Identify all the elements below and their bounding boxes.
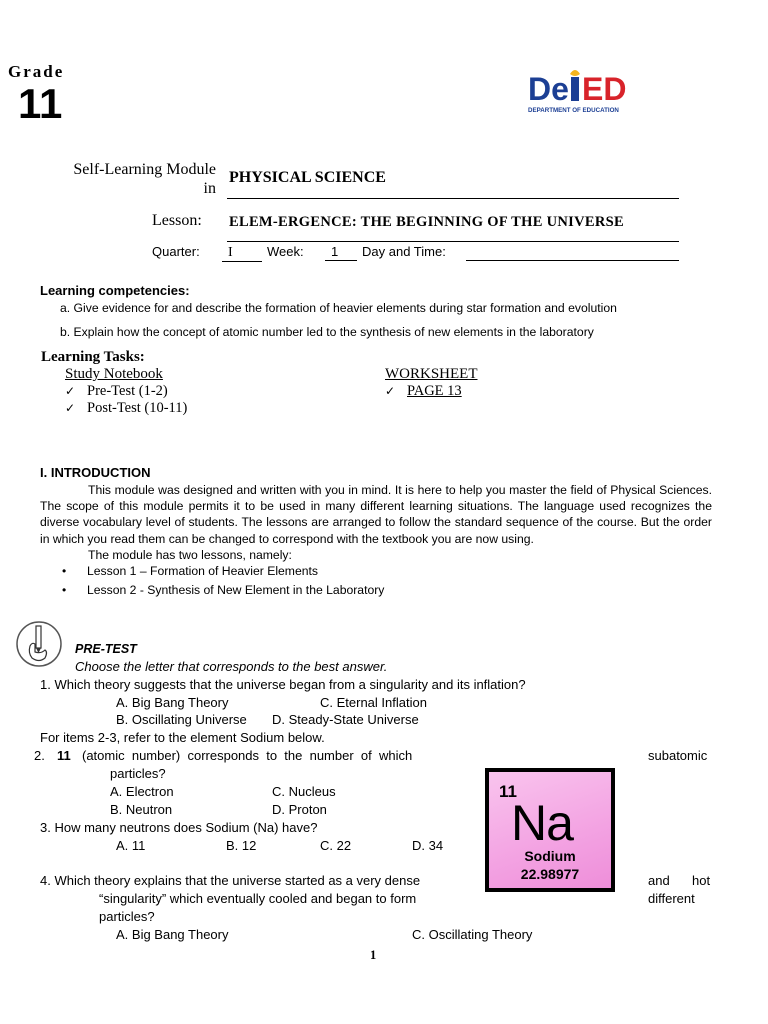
page-number: 1 <box>370 948 377 962</box>
logo-text-ed: ED <box>582 71 627 107</box>
pretest-heading: PRE-TEST <box>75 642 137 656</box>
pretest-instruction: Choose the letter that corresponds to the best answer. <box>75 659 388 674</box>
task-label: Pre-Test (1-2) <box>87 383 168 399</box>
week-field <box>325 244 357 261</box>
lesson-list-item <box>62 564 318 578</box>
subject-title: PHYSICAL SCIENCE <box>229 169 386 186</box>
competency-a: a. Give evidence for and describe the formation of heavier elements during star formation and evolution <box>60 301 617 315</box>
question-2-bold: 11 <box>57 748 71 763</box>
element-symbol: Na <box>511 795 573 851</box>
items-note: For items 2-3, refer to the element Sodium below. <box>40 730 325 745</box>
task-item <box>65 400 187 417</box>
quarter-label: Quarter: <box>152 244 200 259</box>
introduction-body <box>40 482 712 547</box>
lesson-underline <box>227 241 679 242</box>
daytime-blank <box>466 260 679 261</box>
checkmark-icon: ✓ <box>65 384 76 398</box>
q4-choice-c: C. Oscillating Theory <box>412 927 533 942</box>
element-name: Sodium <box>524 848 576 864</box>
question-4-line3: particles? <box>99 909 155 924</box>
grade-number: 11 <box>18 80 63 127</box>
slm-label-line1: Self-Learning Module <box>73 161 216 178</box>
slm-label <box>54 160 216 198</box>
bullet-icon: • <box>62 564 67 578</box>
checkmark-icon: ✓ <box>65 401 76 415</box>
lesson-list-item <box>62 583 384 597</box>
learning-tasks-heading: Learning Tasks: <box>41 349 145 365</box>
question-2-number: 2. <box>34 748 45 763</box>
q3-choice-d: D. 34 <box>412 838 444 853</box>
question-4-hot: hot <box>692 873 711 888</box>
task-item <box>385 383 462 400</box>
question-4-part1: 4. Which theory explains that the universe started as a very dense <box>40 873 421 888</box>
q1-choice-b: B. Oscillating Universe <box>116 712 247 727</box>
q3-choice-a: A. 11 <box>116 838 146 853</box>
question-2-line2: particles? <box>110 766 166 781</box>
q3-choice-c: C. 22 <box>320 838 352 853</box>
q3-choice-b: B. 12 <box>226 838 257 853</box>
q1-choice-c: C. Eternal Inflation <box>320 695 427 710</box>
competencies-heading: Learning competencies: <box>40 283 190 298</box>
week-value: 1 <box>325 244 357 261</box>
worksheet-heading: WORKSHEET <box>385 366 478 382</box>
atomic-number: 11 <box>499 782 517 801</box>
quarter-value: I <box>222 245 262 262</box>
logo-subtext: DEPARTMENT OF EDUCATION <box>528 107 619 114</box>
question-4-and: and <box>648 873 670 888</box>
question-3: 3. How many neutrons does Sodium (Na) have? <box>40 820 318 835</box>
question-2-end: subatomic <box>648 748 708 763</box>
task-label: Post-Test (10-11) <box>87 400 188 416</box>
bullet-icon: • <box>62 583 67 597</box>
lesson-item-label: Lesson 2 - Synthesis of New Element in the Laboratory <box>87 583 385 597</box>
subject-underline <box>227 198 679 199</box>
lessons-intro: The module has two lessons, namely: <box>88 548 292 562</box>
q2-choice-a: A. Electron <box>110 784 174 799</box>
question-4-different: different <box>648 891 695 906</box>
question-1: 1. Which theory suggests that the universe began from a singularity and its inflation? <box>40 677 526 692</box>
logo-text-de: De <box>528 71 569 107</box>
week-label: Week: <box>267 244 304 259</box>
introduction-heading: I. INTRODUCTION <box>40 465 151 480</box>
task-label: PAGE 13 <box>407 383 462 399</box>
study-notebook-heading: Study Notebook <box>65 366 163 382</box>
question-4-line2: “singularity” which eventually cooled and began to form <box>99 891 417 906</box>
q1-choice-a: A. Big Bang Theory <box>116 695 229 710</box>
grade-label: Grade <box>8 62 65 81</box>
atomic-mass: 22.98977 <box>520 866 580 882</box>
sodium-element-tile <box>485 768 615 892</box>
competency-b: b. Explain how the concept of atomic number led to the synthesis of new elements in the laboratory <box>60 325 594 339</box>
introduction-paragraph: This module was designed and written with you in mind. It is here to help you master the field of Physical Sciences. The scope of this module permits it to be used in many different learning situations. The language used recognizes the diverse vocabulary level of students. The lessons are arranged to follow the standard sequence of the course. But the order in which you read them can be changed to correspond with the textbook you are now using. <box>40 483 712 546</box>
daytime-label: Day and Time: <box>362 244 446 259</box>
pencil-hand-icon <box>15 620 63 668</box>
question-2-text: (atomic number) corresponds to the number of which <box>82 748 413 763</box>
q4-choice-a: A. Big Bang Theory <box>116 927 229 942</box>
deped-logo <box>526 68 650 116</box>
q1-choice-d: D. Steady-State Universe <box>272 712 419 727</box>
q2-choice-d: D. Proton <box>272 802 327 817</box>
q2-choice-b: B. Neutron <box>110 802 173 817</box>
q2-choice-c: C. Nucleus <box>272 784 336 799</box>
quarter-field <box>222 244 262 262</box>
slm-label-line2: in <box>203 180 216 197</box>
lesson-item-label: Lesson 1 – Formation of Heavier Elements <box>87 564 318 578</box>
checkmark-icon: ✓ <box>385 384 396 398</box>
lesson-title: ELEM-ERGENCE: THE BEGINNING OF THE UNIVERSE <box>229 214 624 230</box>
lesson-label: Lesson: <box>152 212 202 229</box>
task-item <box>65 383 168 400</box>
